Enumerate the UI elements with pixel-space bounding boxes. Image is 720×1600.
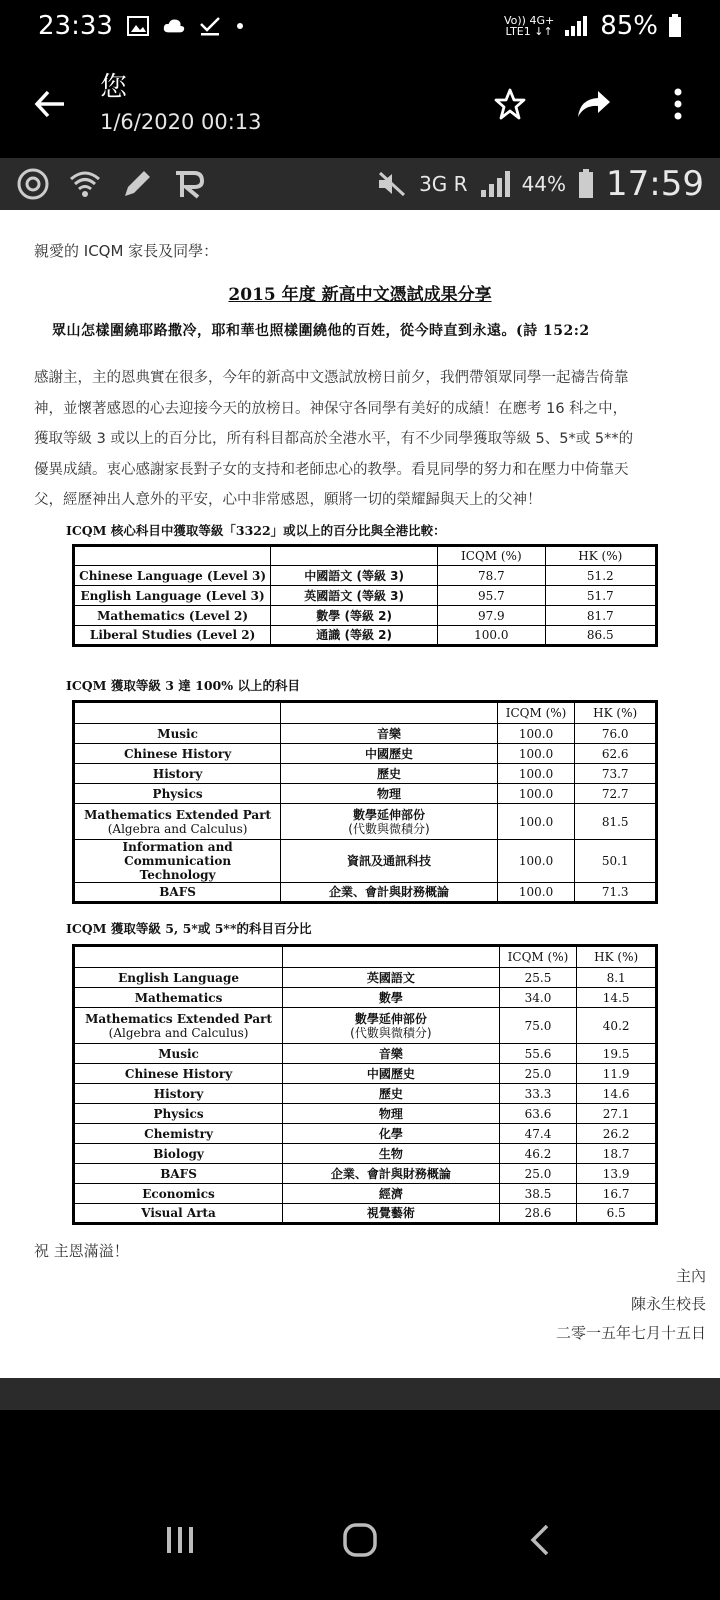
table-row: Biology 生物 46.2 18.7 bbox=[74, 1144, 657, 1164]
table-row: Visual Arta 視覺藝術 28.6 6.5 bbox=[74, 1204, 657, 1224]
signal-icon bbox=[564, 15, 590, 37]
table-row: Physics 物理 100.0 72.7 bbox=[74, 784, 657, 804]
table-header-row bbox=[74, 946, 657, 968]
dot-icon bbox=[235, 21, 245, 31]
status-time: 23:33 bbox=[38, 11, 113, 41]
signature-date: 二零一五年七月十五日 bbox=[555, 1324, 706, 1342]
table1-caption: ICQM 核心科目中獲取等級「3322」或以上的百分比與全港比較： bbox=[66, 523, 446, 538]
paragraph-line: 感謝主，主的恩典實在很多，今年的新高中文憑試放榜日前夕，我們帶領眾同學一起禱告倚靠 bbox=[34, 370, 629, 386]
photo-signal-icon bbox=[480, 170, 510, 198]
signature-name: 陳永生校長 bbox=[630, 1295, 706, 1313]
nav-back-button[interactable] bbox=[500, 1500, 580, 1580]
table-row: Mathematics 數學 34.0 14.5 bbox=[74, 988, 657, 1008]
star-icon bbox=[493, 87, 527, 121]
home-button[interactable] bbox=[320, 1500, 400, 1580]
photo-battery-icon bbox=[578, 169, 594, 199]
back-button[interactable] bbox=[0, 52, 100, 156]
wifi-icon bbox=[68, 167, 102, 201]
recents-button[interactable] bbox=[140, 1500, 220, 1580]
table-row: Information and Communication Technology 資訊及通訊科技 100.0 50.1 bbox=[74, 840, 657, 883]
photo-status-bar bbox=[0, 158, 720, 210]
status-bar bbox=[0, 0, 720, 52]
table3-caption: ICQM 獲取等級 5, 5*或 5**的科目百分比 bbox=[66, 921, 312, 936]
table-row: Chemistry 化學 47.4 26.2 bbox=[74, 1124, 657, 1144]
edit-icon bbox=[120, 167, 154, 201]
battery-icon bbox=[668, 14, 682, 38]
navigation-bar bbox=[0, 1480, 720, 1600]
level3-subjects-table bbox=[72, 700, 658, 904]
share-icon bbox=[576, 89, 612, 119]
table2-caption: ICQM 獲取等級 3 達 100% 以上的科目 bbox=[66, 678, 300, 693]
letter-title: 2015 年度 新高中文憑試成果分享 bbox=[228, 285, 492, 305]
bible-verse: 眾山怎樣圍繞耶路撒冷，耶和華也照樣圍繞他的百姓，從今時直到永遠。(詩 152:2 bbox=[52, 323, 590, 339]
favorite-button[interactable] bbox=[468, 52, 552, 156]
table-row: Mathematics Extended Part (Algebra and Calculus) 數學延伸部份 (代數與微積分) 75.0 40.2 bbox=[74, 1008, 657, 1044]
photo-time: 17:59 bbox=[606, 164, 704, 204]
app-bar bbox=[0, 52, 720, 156]
table-row: Physics 物理 63.6 27.1 bbox=[74, 1104, 657, 1124]
signature-line: 主內 bbox=[675, 1267, 706, 1285]
photo-battery: 44% bbox=[521, 172, 567, 196]
level5-subjects-table bbox=[72, 944, 658, 1225]
table-row: BAFS 企業、會計與財務概論 25.0 13.9 bbox=[74, 1164, 657, 1184]
paragraph-line: 神，並懷著感恩的心去迎接今天的放榜日。神保守各同學有美好的成績！在應考 16 科之中， bbox=[34, 400, 628, 417]
arrow-back-icon bbox=[34, 90, 66, 118]
mute-icon bbox=[377, 171, 407, 197]
message-timestamp: 1/6/2020 00:13 bbox=[100, 110, 262, 134]
table-row: History 歷史 100.0 73.7 bbox=[74, 764, 657, 784]
share-button[interactable] bbox=[552, 52, 636, 156]
table-row: Liberal Studies (Level 2) 通識 (等級 2) 100.0 86.5 bbox=[74, 626, 657, 646]
table-row: History 歷史 33.3 14.6 bbox=[74, 1084, 657, 1104]
core-subjects-table bbox=[72, 544, 658, 647]
paragraph-line: 獲取等級 3 或以上的百分比，所有科目都高於全港水平，有不少同學獲取等級 5、5*或 5**的 bbox=[34, 431, 634, 447]
table-row: Mathematics (Level 2) 數學 (等級 2) 97.9 81.7 bbox=[74, 606, 657, 626]
photo-bottom-strip bbox=[0, 1378, 720, 1410]
hk-header: HK (%) bbox=[545, 546, 656, 566]
photo-network: 3G R bbox=[419, 172, 468, 196]
closing-blessing: 祝 主恩滿溢！ bbox=[34, 1242, 129, 1260]
conversation-title: 您 bbox=[100, 72, 127, 103]
more-options-button[interactable] bbox=[636, 52, 720, 156]
table-row: Music 音樂 55.6 19.5 bbox=[74, 1044, 657, 1064]
table-row: Music 音樂 100.0 76.0 bbox=[74, 724, 657, 744]
gallery-icon bbox=[127, 16, 149, 36]
table-row: Mathematics Extended Part (Algebra and Calculus) 數學延伸部份 (代數與微積分) 100.0 81.5 bbox=[74, 804, 657, 840]
greeting: 親愛的 ICQM 家長及同學： bbox=[34, 242, 219, 260]
hk-header: HK (%) bbox=[577, 946, 657, 968]
paragraph-line: 父，經歷神出人意外的平安，心中非常感恩，願將一切的榮耀歸與天上的父神！ bbox=[34, 492, 542, 508]
table-row: Chinese Language (Level 3) 中國語文 (等級 3) 78.7 51.2 bbox=[74, 566, 657, 586]
table-row: Chinese History 中國歷史 25.0 11.9 bbox=[74, 1064, 657, 1084]
table-row: Chinese History 中國歷史 100.0 62.6 bbox=[74, 744, 657, 764]
table-row: English Language (Level 3) 英國語文 (等級 3) 95.7 51.7 bbox=[74, 586, 657, 606]
paragraph-line: 優異成績。衷心感謝家長對子女的支持和老師忠心的教學。看見同學的努力和在壓力中倚靠天 bbox=[34, 461, 629, 478]
cloud-icon bbox=[163, 16, 185, 36]
power-icon bbox=[16, 167, 50, 201]
table-header-row bbox=[74, 546, 657, 566]
icqm-header: ICQM (%) bbox=[499, 946, 577, 968]
attached-image[interactable] bbox=[0, 158, 720, 1410]
network-indicator: Vo)) 4G+ LTE1 ↓↑ bbox=[503, 14, 555, 38]
download-done-icon bbox=[199, 16, 221, 36]
table-row: Economics 經濟 38.5 16.7 bbox=[74, 1184, 657, 1204]
recents-icon bbox=[165, 1525, 195, 1555]
more-vert-icon bbox=[673, 88, 683, 120]
battery-percent: 85% bbox=[600, 11, 658, 41]
table-row: English Language 英國語文 25.5 8.1 bbox=[74, 968, 657, 988]
shortcut-icon bbox=[172, 167, 206, 201]
letter-paragraph bbox=[34, 363, 714, 516]
home-icon bbox=[342, 1522, 378, 1558]
icqm-header: ICQM (%) bbox=[438, 546, 545, 566]
icqm-header: ICQM (%) bbox=[497, 702, 575, 724]
table-row: BAFS 企業、會計與財務概論 100.0 71.3 bbox=[74, 883, 657, 903]
table-header-row bbox=[74, 702, 657, 724]
hk-header: HK (%) bbox=[575, 702, 657, 724]
back-icon bbox=[528, 1523, 552, 1557]
